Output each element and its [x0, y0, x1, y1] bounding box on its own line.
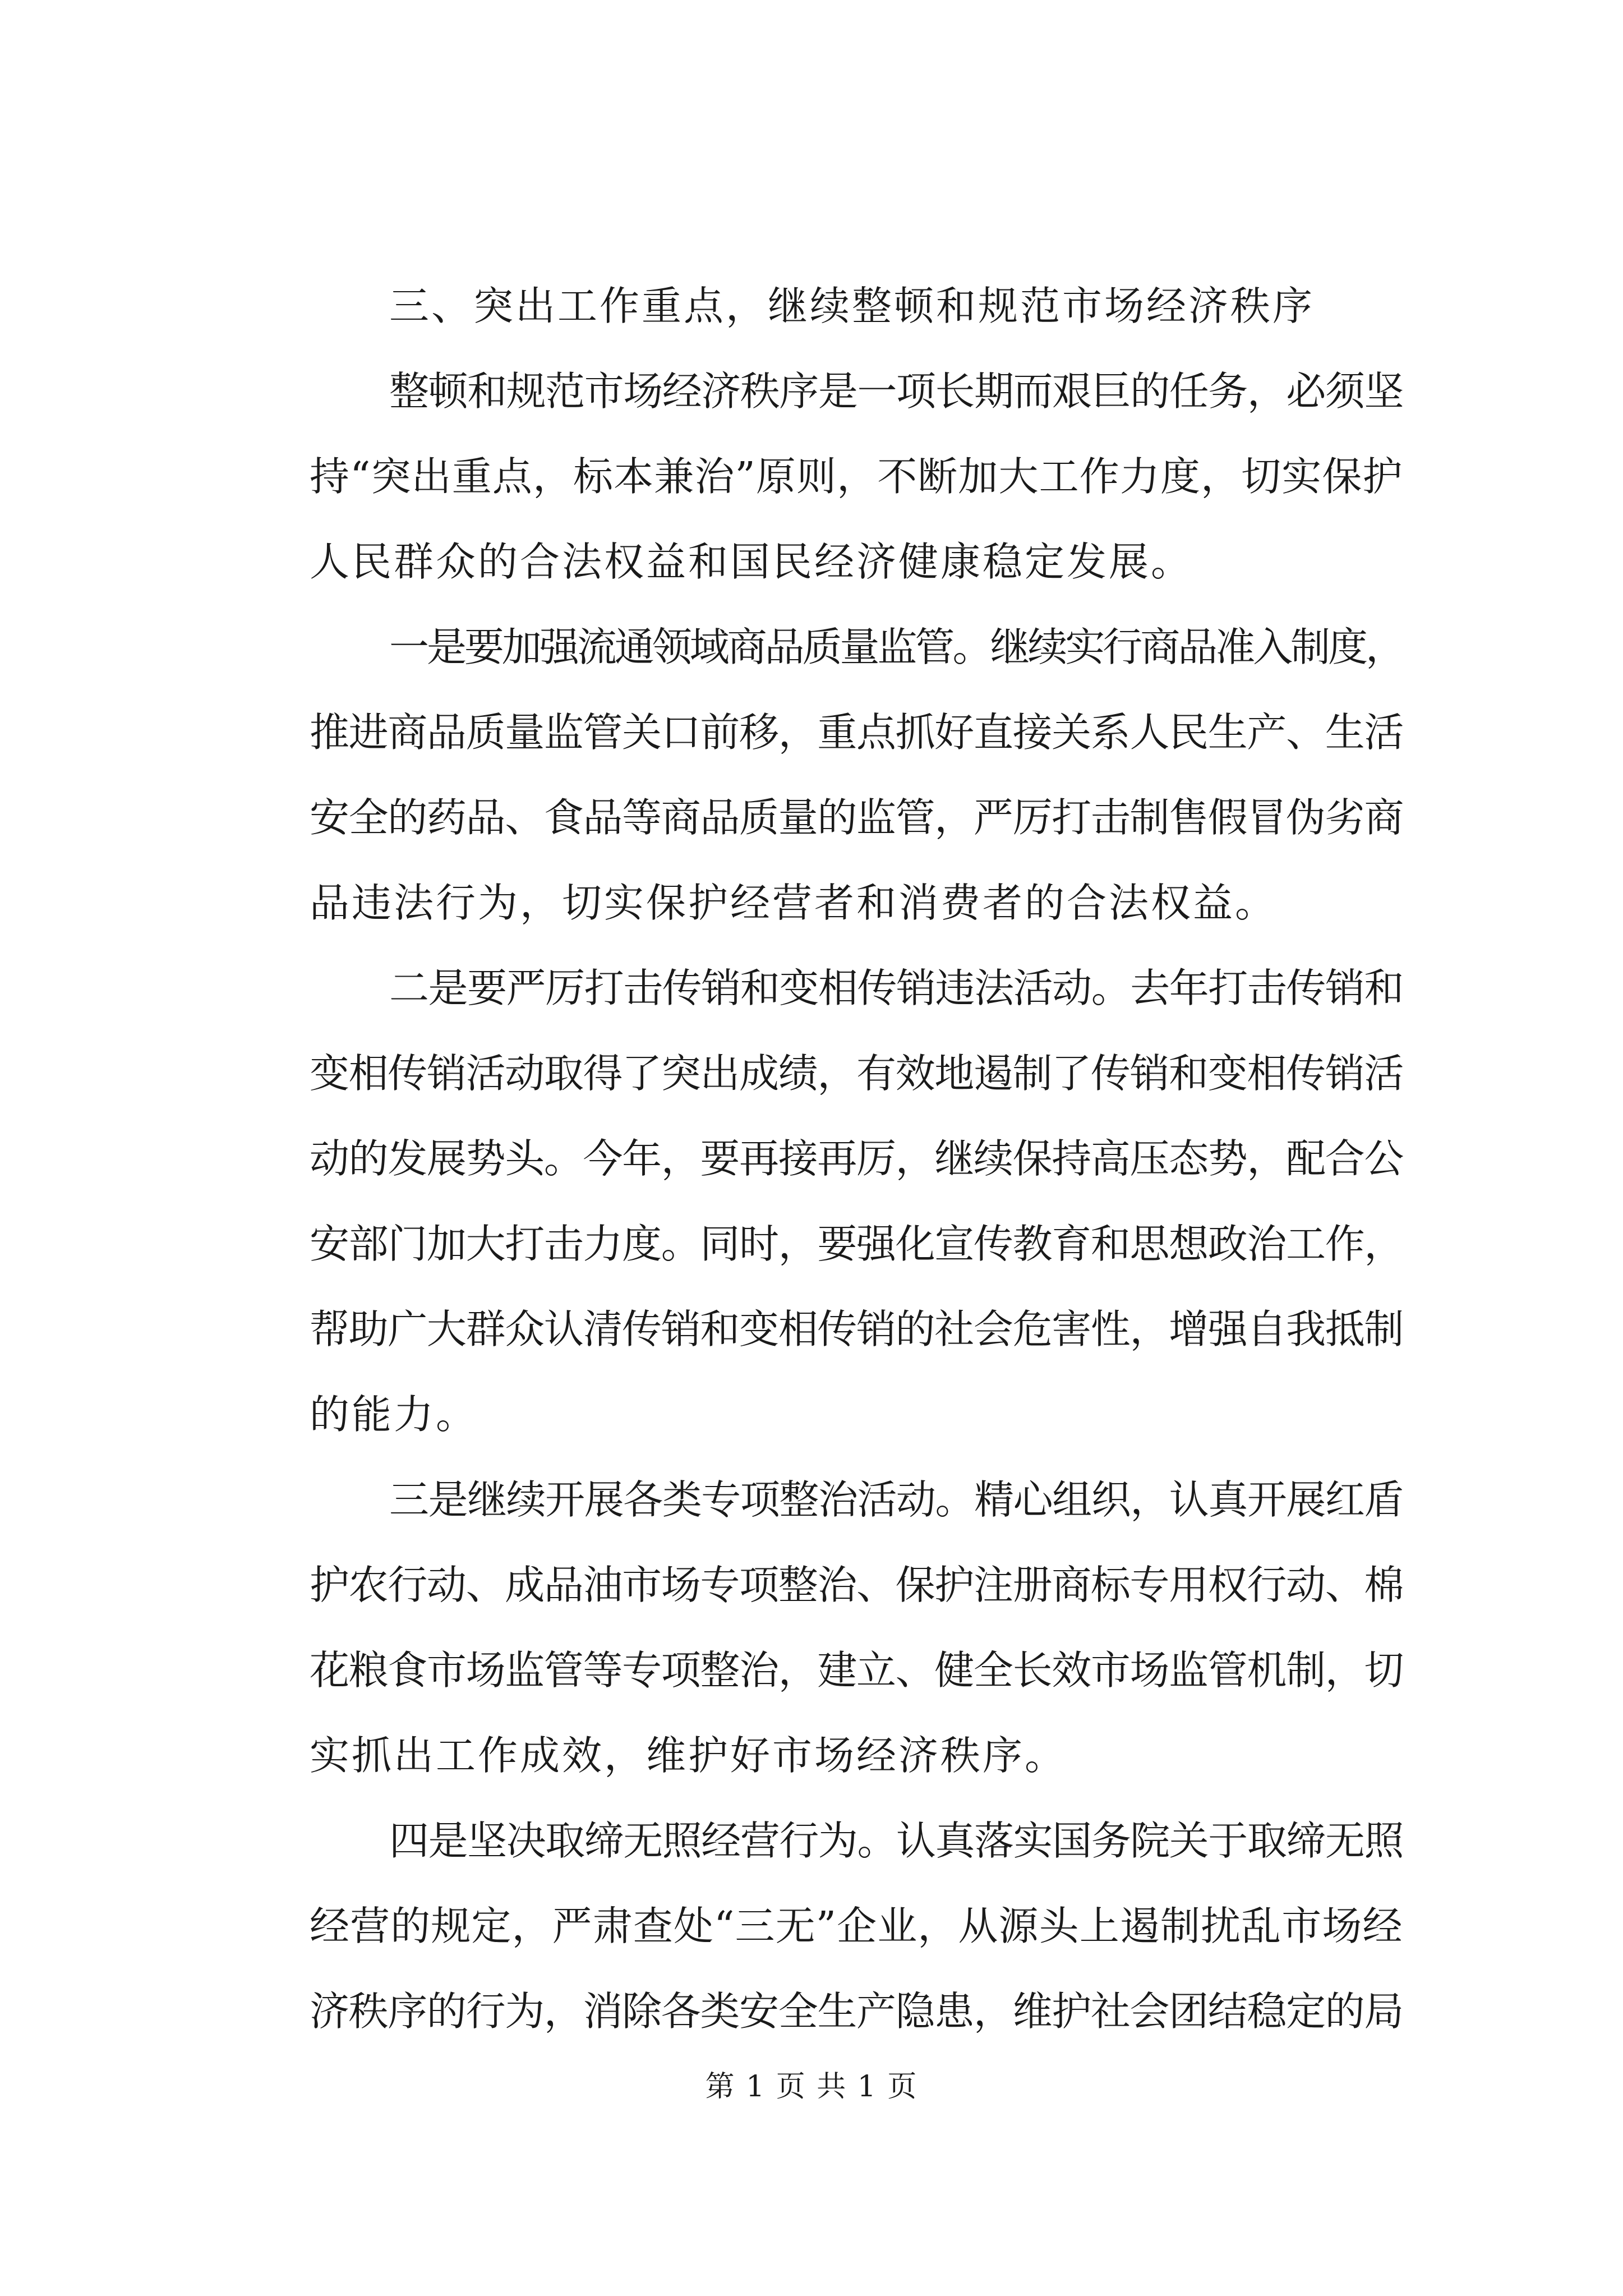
text-line: 四是坚决取缔无照经营行为。认真落实国务院关于取缔无照: [389, 1818, 1404, 1864]
text-line: 的能力。: [310, 1391, 478, 1438]
text-line: 整顿和规范市场经济秩序是一项长期而艰巨的任务，必须坚: [389, 368, 1404, 415]
text-line: 三是继续开展各类专项整治活动。精心组织，认真开展红盾: [389, 1476, 1404, 1523]
text-line: 一是要加强流通领域商品质量监管。继续实行商品准入制度，: [389, 624, 1404, 670]
text-line: 花粮食市场监管等专项整治，建立、健全长效市场监管机制，切: [310, 1647, 1404, 1694]
document-body: [310, 264, 1403, 2054]
text-line: 三、突出工作重点，继续整顿和规范市场经济秩序: [389, 283, 1315, 329]
text-line: 安部门加大打击力度。同时，要强化宣传教育和思想政治工作，: [310, 1221, 1404, 1267]
text-line: 济秩序的行为，消除各类安全生产隐患，维护社会团结稳定的局: [310, 1988, 1404, 2035]
text-line: 品违法行为，切实保护经营者和消费者的合法权益。: [310, 880, 1278, 926]
text-line: 人民群众的合法权益和国民经济健康稳定发展。: [310, 539, 1193, 585]
text-line: 护农行动、成品油市场专项整治、保护注册商标专用权行动、棉: [310, 1562, 1404, 1608]
page-footer: 第 1 页 共 1 页: [705, 2070, 918, 2104]
text-line: 动的发展势头。今年，要再接再厉，继续保持高压态势，配合公: [310, 1135, 1404, 1182]
text-line: 推进商品质量监管关口前移，重点抓好直接关系人民生产、生活: [310, 709, 1404, 756]
text-line: 二是要严厉打击传销和变相传销违法活动。去年打击传销和: [389, 965, 1404, 1011]
text-line: 帮助广大群众认清传销和变相传销的社会危害性，增强自我抵制: [310, 1306, 1404, 1352]
text-line: 变相传销活动取得了突出成绩，有效地遏制了传销和变相传销活: [310, 1050, 1404, 1097]
text-line: 经营的规定，严肃查处“三无”企业，从源头上遏制扰乱市场经: [310, 1903, 1403, 1949]
text-line: 安全的药品、食品等商品质量的监管，严厉打击制售假冒伪劣商: [310, 794, 1404, 841]
text-line: 持“突出重点，标本兼治”原则，不断加大工作力度，切实保护: [310, 453, 1403, 500]
text-line: 实抓出工作成效，维护好市场经济秩序。: [310, 1732, 1067, 1779]
